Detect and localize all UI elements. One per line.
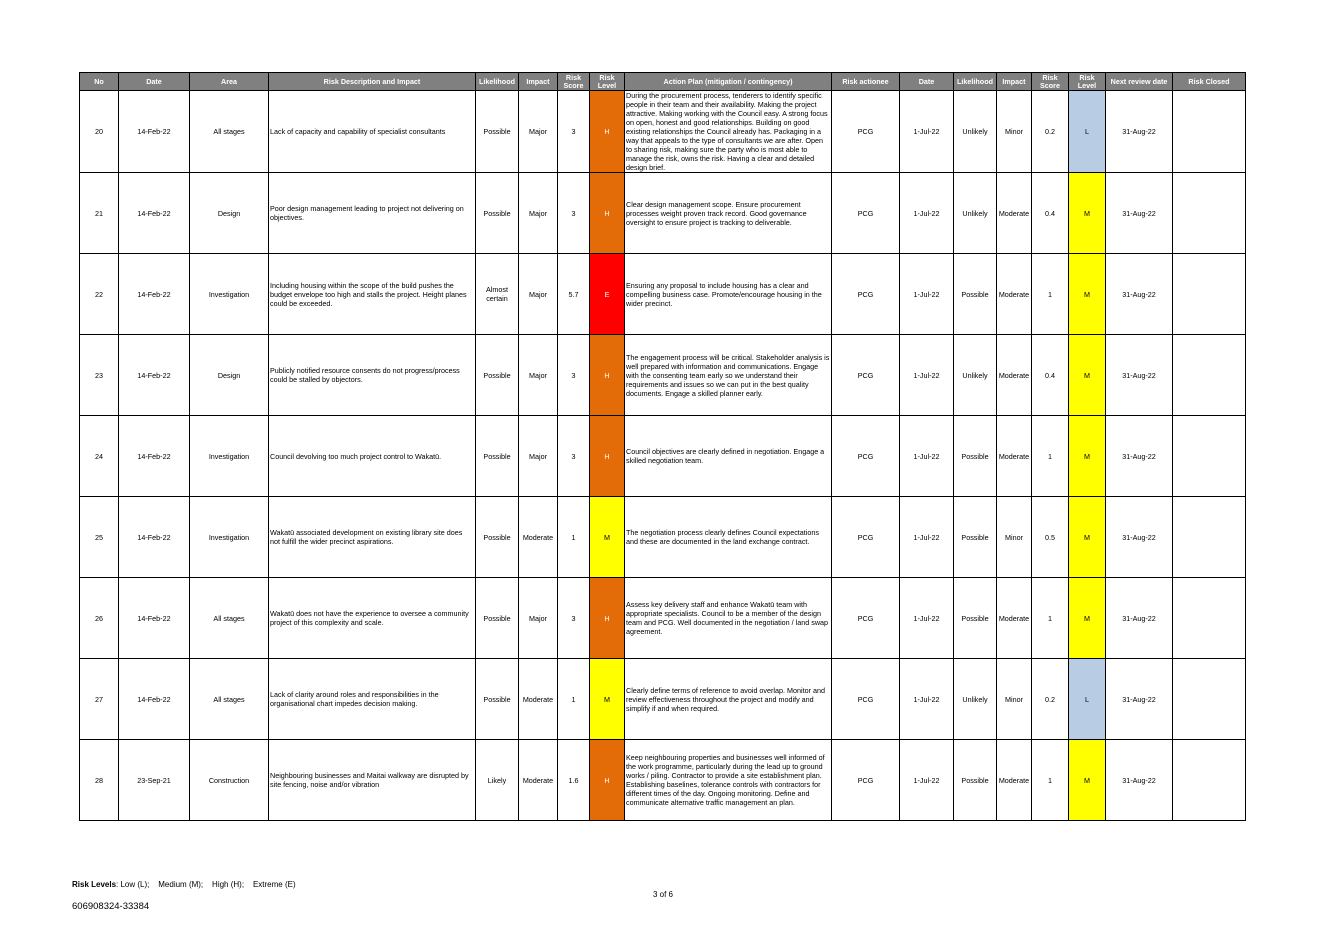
table-header [80, 73, 1246, 91]
cell-risk-closed [1173, 254, 1246, 335]
cell-impact: Major [519, 335, 558, 416]
cell-likelihood: Possible [476, 335, 519, 416]
header-date: Date [119, 73, 190, 91]
cell-risk-score: 3 [558, 578, 590, 659]
cell-no: 24 [80, 416, 119, 497]
cell-description: Council devolving too much project control to Wakatū. [269, 416, 476, 497]
cell-risk-actionee: PCG [832, 416, 900, 497]
cell-date-2: 1-Jul-22 [900, 659, 954, 740]
header-next-review-date: Next review date [1106, 73, 1173, 91]
cell-risk-score: 1.6 [558, 740, 590, 821]
table-row [80, 659, 1246, 740]
cell-area: All stages [190, 659, 269, 740]
cell-risk-level-2: M [1069, 416, 1106, 497]
cell-impact-2: Moderate [997, 254, 1032, 335]
cell-risk-actionee: PCG [832, 254, 900, 335]
risk-levels-legend [72, 880, 296, 889]
cell-description: Wakatū associated development on existing library site does not fulfill the wider precinct aspirations. [269, 497, 476, 578]
cell-likelihood-2: Possible [954, 416, 997, 497]
cell-date-2: 1-Jul-22 [900, 173, 954, 254]
cell-risk-level: H [590, 91, 625, 173]
cell-risk-score-2: 1 [1032, 740, 1069, 821]
cell-area: Investigation [190, 416, 269, 497]
cell-description: Neighbouring businesses and Maitai walkway are disrupted by site fencing, noise and/or vibration [269, 740, 476, 821]
cell-likelihood: Possible [476, 659, 519, 740]
cell-likelihood-2: Unlikely [954, 91, 997, 173]
cell-no: 21 [80, 173, 119, 254]
cell-risk-score-2: 0.5 [1032, 497, 1069, 578]
cell-likelihood: Possible [476, 91, 519, 173]
cell-risk-level: M [590, 659, 625, 740]
table-row [80, 578, 1246, 659]
cell-action-plan: The negotiation process clearly defines Council expectations and these are documented in the land exchange contract. [625, 497, 832, 578]
risk-register-table [79, 72, 1246, 821]
cell-risk-score-2: 0.2 [1032, 659, 1069, 740]
cell-risk-closed [1173, 416, 1246, 497]
cell-description: Including housing within the scope of the build pushes the budget envelope too high and stalls the project. Height planes could be exceeded. [269, 254, 476, 335]
cell-likelihood-2: Possible [954, 578, 997, 659]
cell-impact-2: Minor [997, 659, 1032, 740]
cell-action-plan: Clearly define terms of reference to avoid overlap. Monitor and review effectiveness throughout the project and modify and simplify if and when required. [625, 659, 832, 740]
header-likelihood: Likelihood [476, 73, 519, 91]
cell-date: 14-Feb-22 [119, 173, 190, 254]
cell-risk-actionee: PCG [832, 659, 900, 740]
cell-description: Poor design management leading to project not delivering on objectives. [269, 173, 476, 254]
cell-no: 26 [80, 578, 119, 659]
table-row [80, 497, 1246, 578]
cell-likelihood-2: Possible [954, 254, 997, 335]
cell-impact-2: Minor [997, 497, 1032, 578]
cell-risk-closed [1173, 497, 1246, 578]
cell-next-review-date: 31-Aug-22 [1106, 173, 1173, 254]
cell-date: 14-Feb-22 [119, 416, 190, 497]
cell-risk-closed [1173, 91, 1246, 173]
cell-date-2: 1-Jul-22 [900, 335, 954, 416]
header-impact-2: Impact [997, 73, 1032, 91]
cell-area: Design [190, 173, 269, 254]
legend-text: : Low (L); Medium (M); High (H); Extreme (E) [116, 880, 296, 889]
cell-action-plan: Keep neighbouring properties and businesses well informed of the work programme, particularly during the lead up to ground works / piling. Contractor to provide a site establishment plan. Establishing baselines, tolerance controls with contractors for different times of the day. Ongoing monitoring. Define and communicate alternative traffic management an plan. [625, 740, 832, 821]
cell-risk-score: 3 [558, 335, 590, 416]
cell-risk-score: 5.7 [558, 254, 590, 335]
cell-impact-2: Moderate [997, 416, 1032, 497]
cell-risk-closed [1173, 173, 1246, 254]
legend-label: Risk Levels [72, 880, 117, 889]
cell-likelihood: Possible [476, 416, 519, 497]
cell-risk-actionee: PCG [832, 173, 900, 254]
cell-date: 14-Feb-22 [119, 659, 190, 740]
cell-impact-2: Moderate [997, 173, 1032, 254]
cell-likelihood: Likely [476, 740, 519, 821]
cell-description: Publicly notified resource consents do not progress/process could be stalled by objectors. [269, 335, 476, 416]
header-risk-level: Risk Level [590, 73, 625, 91]
cell-risk-actionee: PCG [832, 497, 900, 578]
cell-risk-level-2: M [1069, 335, 1106, 416]
cell-date: 14-Feb-22 [119, 578, 190, 659]
cell-risk-score-2: 0.4 [1032, 335, 1069, 416]
cell-next-review-date: 31-Aug-22 [1106, 659, 1173, 740]
cell-description: Wakatū does not have the experience to oversee a community project of this complexity and scale. [269, 578, 476, 659]
header-likelihood-2: Likelihood [954, 73, 997, 91]
cell-impact: Major [519, 91, 558, 173]
cell-risk-closed [1173, 335, 1246, 416]
cell-no: 23 [80, 335, 119, 416]
cell-risk-actionee: PCG [832, 740, 900, 821]
cell-description: Lack of clarity around roles and responsibilities in the organisational chart impedes decision making. [269, 659, 476, 740]
cell-impact: Major [519, 578, 558, 659]
header-description: Risk Description and Impact [269, 73, 476, 91]
cell-likelihood: Almost certain [476, 254, 519, 335]
cell-no: 20 [80, 91, 119, 173]
cell-date: 14-Feb-22 [119, 91, 190, 173]
cell-likelihood: Possible [476, 578, 519, 659]
cell-risk-level: H [590, 740, 625, 821]
cell-date-2: 1-Jul-22 [900, 497, 954, 578]
cell-next-review-date: 31-Aug-22 [1106, 497, 1173, 578]
cell-likelihood-2: Possible [954, 740, 997, 821]
cell-impact: Major [519, 173, 558, 254]
cell-impact: Moderate [519, 659, 558, 740]
cell-risk-score-2: 0.2 [1032, 91, 1069, 173]
cell-risk-level: E [590, 254, 625, 335]
cell-date: 14-Feb-22 [119, 497, 190, 578]
cell-risk-level: H [590, 578, 625, 659]
cell-impact-2: Minor [997, 91, 1032, 173]
cell-date-2: 1-Jul-22 [900, 416, 954, 497]
cell-date: 14-Feb-22 [119, 254, 190, 335]
cell-area: Construction [190, 740, 269, 821]
cell-impact: Moderate [519, 740, 558, 821]
table-row [80, 416, 1246, 497]
cell-area: All stages [190, 91, 269, 173]
header-risk-score-2: Risk Score [1032, 73, 1069, 91]
cell-date: 14-Feb-22 [119, 335, 190, 416]
cell-next-review-date: 31-Aug-22 [1106, 416, 1173, 497]
cell-risk-level: H [590, 335, 625, 416]
table-row [80, 740, 1246, 821]
cell-likelihood-2: Possible [954, 497, 997, 578]
cell-risk-level: M [590, 497, 625, 578]
cell-risk-score: 3 [558, 173, 590, 254]
cell-risk-actionee: PCG [832, 578, 900, 659]
cell-date-2: 1-Jul-22 [900, 254, 954, 335]
cell-risk-closed [1173, 740, 1246, 821]
cell-no: 27 [80, 659, 119, 740]
cell-likelihood-2: Unlikely [954, 173, 997, 254]
cell-likelihood: Possible [476, 173, 519, 254]
cell-risk-score: 3 [558, 416, 590, 497]
cell-impact: Major [519, 416, 558, 497]
cell-risk-level-2: L [1069, 659, 1106, 740]
cell-area: All stages [190, 578, 269, 659]
header-risk-closed: Risk Closed [1173, 73, 1246, 91]
cell-next-review-date: 31-Aug-22 [1106, 335, 1173, 416]
cell-action-plan: Ensuring any proposal to include housing has a clear and compelling business case. Promote/encourage housing in the wider precinct. [625, 254, 832, 335]
table-row [80, 254, 1246, 335]
cell-risk-level-2: L [1069, 91, 1106, 173]
cell-risk-score: 1 [558, 659, 590, 740]
cell-impact: Moderate [519, 497, 558, 578]
cell-risk-score-2: 1 [1032, 254, 1069, 335]
cell-impact-2: Moderate [997, 335, 1032, 416]
cell-action-plan: Council objectives are clearly defined in negotiation. Engage a skilled negotiation team. [625, 416, 832, 497]
cell-impact: Major [519, 254, 558, 335]
cell-next-review-date: 31-Aug-22 [1106, 740, 1173, 821]
header-action-plan: Action Plan (mitigation / contingency) [625, 73, 832, 91]
document-id: 606908324-33384 [72, 901, 150, 912]
cell-no: 25 [80, 497, 119, 578]
cell-risk-score-2: 1 [1032, 578, 1069, 659]
header-risk-actionee: Risk actionee [832, 73, 900, 91]
header-impact: Impact [519, 73, 558, 91]
cell-likelihood-2: Unlikely [954, 659, 997, 740]
cell-risk-level-2: M [1069, 578, 1106, 659]
cell-action-plan: The engagement process will be critical. Stakeholder analysis is well prepared with information and communications. Engage with the consenting team early so we understand their requirements and issues so we can put in the best quality documents. Engage a skilled planner early. [625, 335, 832, 416]
cell-date-2: 1-Jul-22 [900, 578, 954, 659]
cell-action-plan: During the procurement process, tenderers to identify specific people in their team and their availability. Making the project attractive. Making working with the Council easy. A strong focus on open, honest and good relationships. Building on good existing relationships the Council already has. Packaging in a way that appeals to the type of consultants we are after. Open to sharing risk, making sure the party who is most able to manage the risk, owns the risk. Having a clear and detailed design brief. [625, 91, 832, 173]
cell-date-2: 1-Jul-22 [900, 740, 954, 821]
page-number: 3 of 6 [652, 890, 673, 899]
cell-risk-level-2: M [1069, 254, 1106, 335]
cell-next-review-date: 31-Aug-22 [1106, 578, 1173, 659]
table-body [80, 91, 1246, 821]
header-risk-score: Risk Score [558, 73, 590, 91]
header-area: Area [190, 73, 269, 91]
cell-next-review-date: 31-Aug-22 [1106, 254, 1173, 335]
cell-risk-level-2: M [1069, 497, 1106, 578]
cell-risk-score-2: 1 [1032, 416, 1069, 497]
cell-risk-closed [1173, 659, 1246, 740]
cell-date: 23-Sep-21 [119, 740, 190, 821]
cell-risk-level-2: M [1069, 173, 1106, 254]
cell-no: 28 [80, 740, 119, 821]
cell-next-review-date: 31-Aug-22 [1106, 91, 1173, 173]
cell-risk-score: 1 [558, 497, 590, 578]
cell-risk-level: H [590, 173, 625, 254]
cell-likelihood: Possible [476, 497, 519, 578]
table-row [80, 335, 1246, 416]
cell-description: Lack of capacity and capability of specialist consultants [269, 91, 476, 173]
cell-risk-actionee: PCG [832, 335, 900, 416]
cell-risk-score: 3 [558, 91, 590, 173]
cell-risk-actionee: PCG [832, 91, 900, 173]
cell-impact-2: Moderate [997, 578, 1032, 659]
cell-date-2: 1-Jul-22 [900, 91, 954, 173]
table-row [80, 173, 1246, 254]
cell-action-plan: Assess key delivery staff and enhance Wakatū team with appropriate specialists. Council to be a member of the design team and PCG. Well documented in the negotiation / land swap agreement. [625, 578, 832, 659]
cell-risk-score-2: 0.4 [1032, 173, 1069, 254]
header-no: No [80, 73, 119, 91]
header-risk-level-2: Risk Level [1069, 73, 1106, 91]
cell-area: Investigation [190, 254, 269, 335]
cell-likelihood-2: Unlikely [954, 335, 997, 416]
cell-area: Design [190, 335, 269, 416]
table-row [80, 91, 1246, 173]
cell-risk-level: H [590, 416, 625, 497]
cell-action-plan: Clear design management scope. Ensure procurement processes weight proven track record. Good governance oversight to ensure project is tracking to deliverable. [625, 173, 832, 254]
cell-no: 22 [80, 254, 119, 335]
cell-risk-closed [1173, 578, 1246, 659]
header-date-2: Date [900, 73, 954, 91]
cell-risk-level-2: M [1069, 740, 1106, 821]
cell-area: Investigation [190, 497, 269, 578]
cell-impact-2: Moderate [997, 740, 1032, 821]
